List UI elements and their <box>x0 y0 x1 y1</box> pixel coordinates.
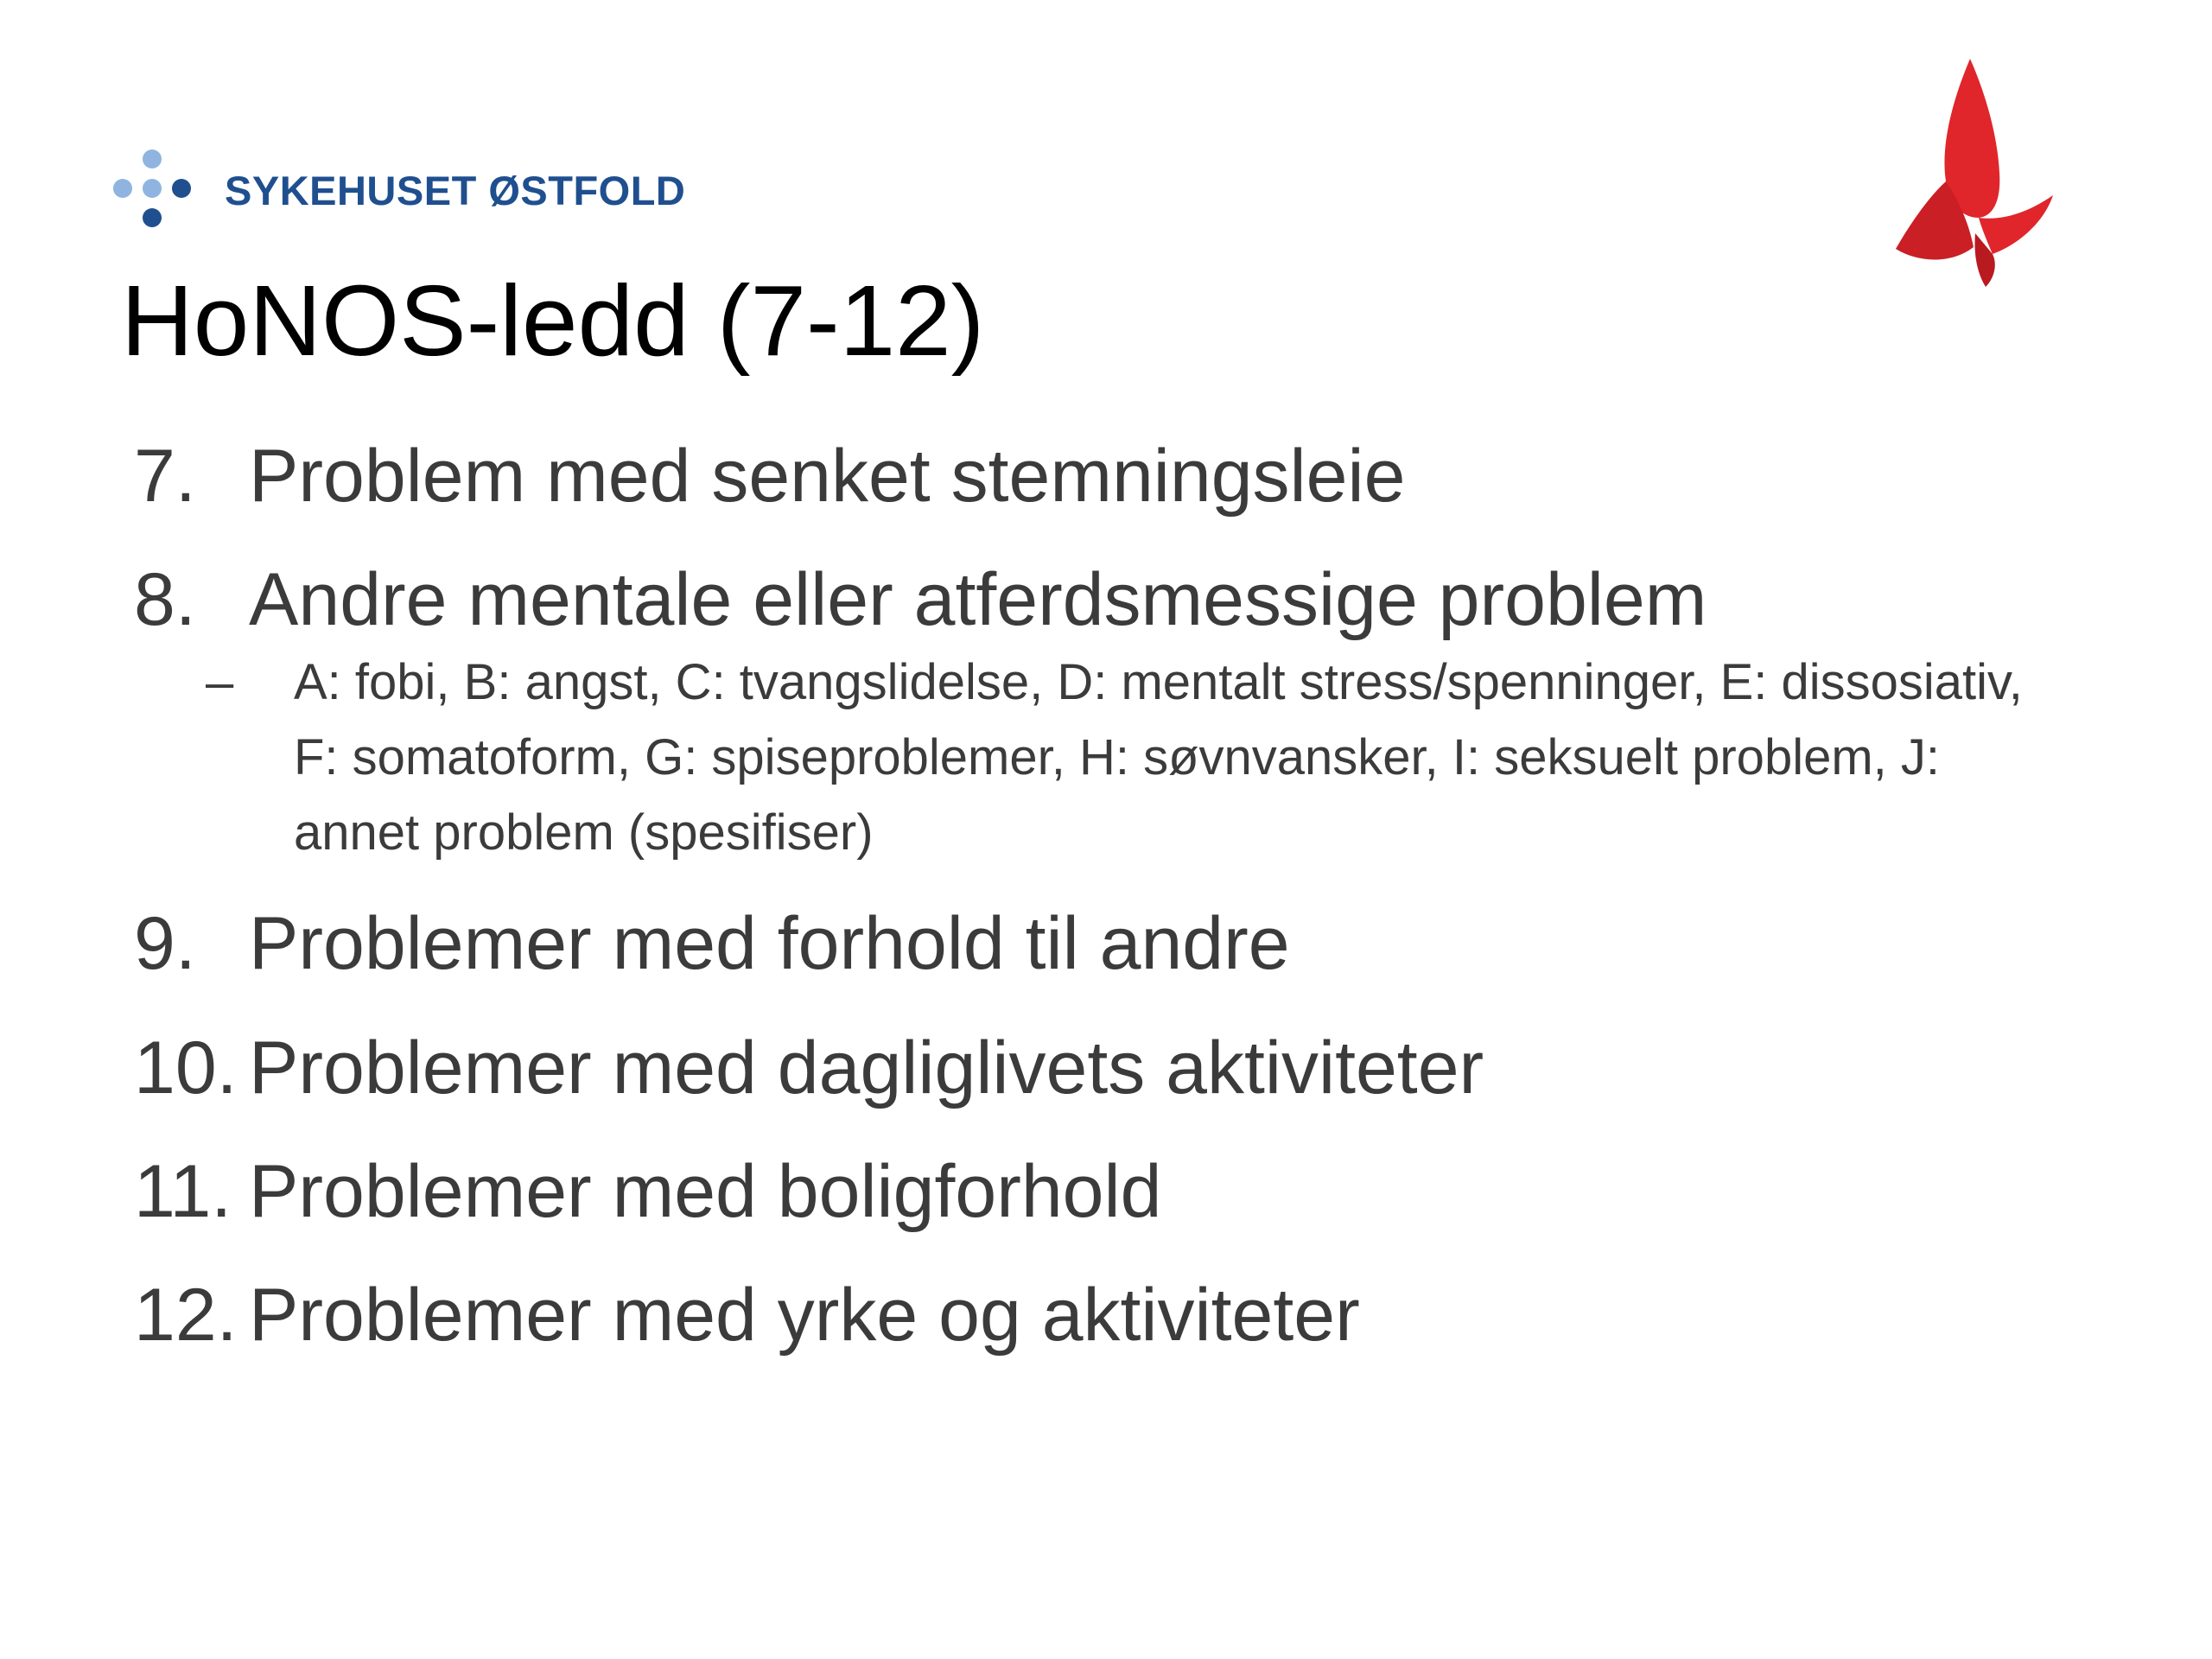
list-item <box>134 432 2104 521</box>
list-item <box>134 1147 2104 1236</box>
item-list <box>134 432 2104 1395</box>
list-item <box>134 899 2104 988</box>
list-item <box>134 1024 2104 1113</box>
org-logo <box>111 147 685 233</box>
dots-cross-icon <box>111 147 206 233</box>
item-text: Problem med senket stemningsleie <box>249 435 1406 518</box>
item-text: Andre mentale eller atferdsmessige problem <box>249 558 1707 642</box>
item-number: 7. <box>134 435 196 518</box>
red-butterfly-icon <box>1884 52 2056 294</box>
sub-list-item <box>134 645 2065 870</box>
item-text: Problemer med boligforhold <box>249 1149 1162 1233</box>
brand-mark <box>1884 52 2056 294</box>
list-item <box>134 556 2104 870</box>
item-number: 11. <box>134 1149 232 1233</box>
item-text: Problemer med yrke og aktiviteter <box>249 1273 1360 1357</box>
item-number: 10. <box>134 1026 238 1109</box>
item-number: 12. <box>134 1273 238 1357</box>
item-number: 9. <box>134 902 196 986</box>
slide-title: HoNOS-ledd (7-12) <box>121 264 985 377</box>
list-item <box>134 1271 2104 1360</box>
item-text: Problemer med dagliglivets aktiviteter <box>249 1026 1484 1109</box>
dash-bullet: – <box>206 654 234 711</box>
org-name: SYKEHUSET ØSTFOLD <box>225 167 686 213</box>
sub-item-text: A: fobi, B: angst, C: tvangslidelse, D: mentalt stress/spenninger, E: dissosiativ, F: somatoform, G: spiseproblemer, H: søvnvansker, I: seksuelt problem, J: annet problem (spesifiser) <box>294 654 2023 861</box>
sub-list <box>134 645 2104 870</box>
item-number: 8. <box>134 558 196 642</box>
item-text: Problemer med forhold til andre <box>249 902 1290 986</box>
